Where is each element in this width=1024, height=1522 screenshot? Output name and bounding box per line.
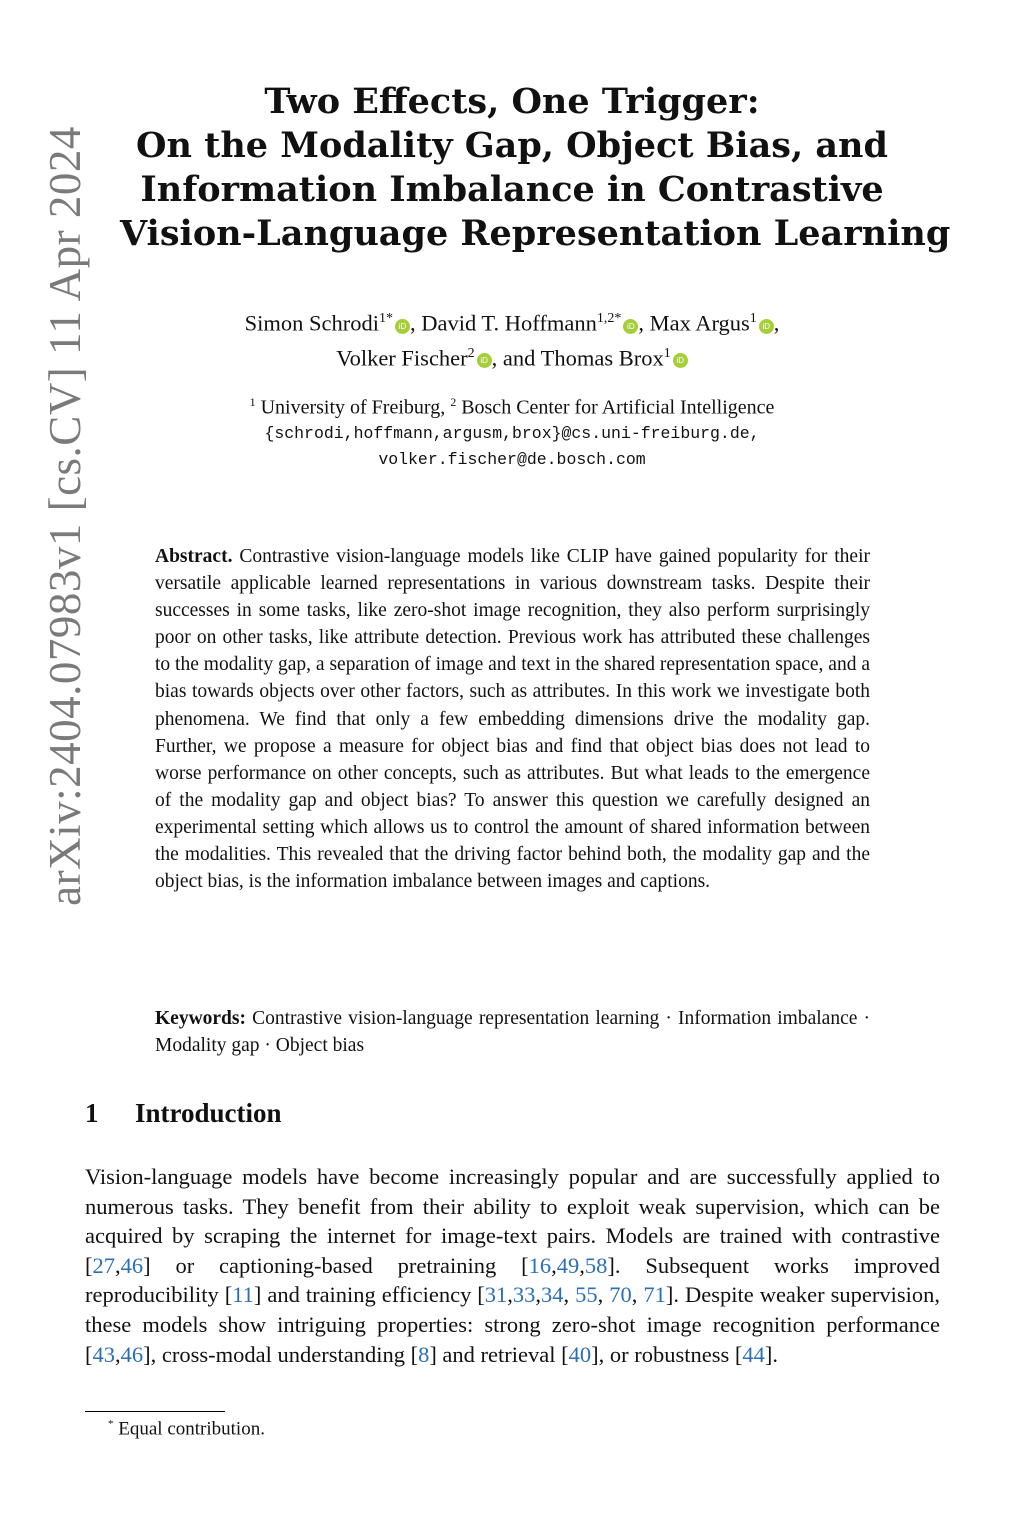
intro-text: ], cross-modal understanding [: [143, 1341, 419, 1367]
citation-link[interactable]: 58: [584, 1252, 608, 1278]
citation-link[interactable]: 31: [484, 1282, 508, 1308]
title-line: Information Imbalance in Contrastive: [140, 169, 884, 210]
citation-link[interactable]: 16: [528, 1252, 552, 1278]
affil-mark: 1: [249, 395, 256, 409]
author-affil-mark: 2: [467, 345, 475, 361]
orcid-icon[interactable]: iD: [623, 319, 638, 334]
intro-text: ] and training efficiency [: [253, 1282, 485, 1308]
citation-link[interactable]: 46: [120, 1252, 144, 1278]
citation-link[interactable]: 8: [418, 1341, 430, 1367]
section-heading: [85, 1098, 282, 1129]
intro-text: ]. Despite weaker supervision, these models show intriguing properties: strong zero-shot image recognition performance [: [85, 1282, 940, 1367]
affil-mark: 2: [450, 395, 457, 409]
footnote-mark: *: [108, 1418, 114, 1430]
intro-text: ] or captioning-based pretraining [: [143, 1252, 529, 1278]
affil-org: Bosch Center for Artificial Intelligence: [461, 396, 775, 419]
author-name: Max Argus: [649, 310, 750, 336]
author-name: David T. Hoffmann: [421, 310, 597, 336]
citation-link[interactable]: 27: [92, 1252, 115, 1278]
author-name: Simon Schrodi: [244, 310, 379, 336]
abstract: [155, 543, 870, 895]
orcid-icon[interactable]: iD: [673, 353, 688, 368]
footnote: [108, 1418, 265, 1440]
author-affil-mark: 1: [663, 345, 671, 361]
title-line: Vision-Language Representation Learning: [120, 213, 951, 254]
keywords-text: Contrastive vision-language representation learning · Information imbalance · Modality gap · Object bias: [155, 1008, 870, 1056]
paper-title: [120, 80, 951, 256]
intro-text: ], or robustness [: [591, 1341, 743, 1367]
citation-link[interactable]: 70: [609, 1282, 632, 1308]
email-line[interactable]: volker.fischer@de.bosch.com: [378, 449, 646, 469]
affil-org: University of Freiburg,: [260, 396, 446, 419]
arxiv-id: arXiv:2404.07983v1 [cs.CV] 11 Apr 2024: [40, 126, 90, 906]
citation-link[interactable]: 46: [120, 1341, 144, 1367]
author-affil-mark: 1: [749, 311, 757, 326]
orcid-icon[interactable]: iD: [759, 319, 774, 334]
keywords-label: Keywords:: [155, 1008, 246, 1029]
orcid-icon[interactable]: iD: [395, 319, 410, 334]
author-conjunction: and: [502, 345, 536, 370]
citation-link[interactable]: 49: [556, 1252, 580, 1278]
intro-text: ].: [764, 1341, 778, 1367]
title-line: On the Modality Gap, Object Bias, and: [136, 125, 888, 166]
author-affil-mark: 1*: [378, 311, 393, 326]
author-name: Thomas Brox: [540, 345, 664, 370]
citation-link[interactable]: 71: [643, 1282, 666, 1308]
keywords: [155, 1005, 870, 1059]
section-title: Introduction: [135, 1098, 282, 1128]
intro-text: Vision-language models have become increasingly popular and are successfully applied to numerous tasks. They benefit from their ability to exploit weak supervision, which can be acquired by scraping the internet for image-text pairs. Models are trained with contrastive [: [85, 1164, 940, 1278]
intro-text: ]. Subsequent works improved reproducibility [: [85, 1252, 941, 1308]
orcid-icon[interactable]: iD: [477, 353, 492, 368]
arxiv-sidebar-stamp: [28, 0, 102, 980]
author-list: Simon Schrodi$^{1*}$ iD , David T. Hoffmann$^{1,2*}$ iD , Max Argus$^1$ iD , Volker Fischer$^2$ iD , and Thomas Brox$^1$ iD: [244, 310, 780, 370]
footnote-rule: [85, 1411, 225, 1412]
title-line: Two Effects, One Trigger:: [264, 81, 760, 122]
citation-link[interactable]: 55: [575, 1282, 598, 1308]
section-number: 1: [85, 1098, 99, 1128]
abstract-text: Contrastive vision-language models like CLIP have gained popularity for their versatile applicable learned representations in various downstream tasks. Despite their successes in some tasks, like zero-shot image recognition, they also perform surprisingly poor on other tasks, like attribute detection. Previous work has attributed these challenges to the modality gap, a separation of image and text in the shared representation space, and a bias towards objects over other factors, such as attributes. In this work we investigate both phenomena. We find that only a few embedding dimensions drive the modality gap. Further, we propose a measure for object bias and find that object bias does not lead to worse performance on other concepts, such as attributes. But what leads to the emergence of the modality gap and object bias? To answer this question we carefully designed an experimental setting which allows us to control the amount of shared information between the modalities. This revealed that the driving factor behind both, the modality gap and the object bias, is the information imbalance between images and captions.: [155, 546, 870, 893]
intro-paragraph: Vision-language models have become increasingly popular and are successfully applied to numerous tasks. They benefit from their ability to exploit weak supervision, which can be acquired by scraping the internet for image-text pairs. Models are trained with contrastive [27,46] or captioning-based pretraining [16,49,58]. Subsequent works improved reproducibility [11] and training efficiency [31,33,34, 55, 70, 71]. Despite weaker supervision, these models show intriguing properties: strong zero-shot image recognition performance [43,46], cross-modal understanding [8] and retrieval [40], or robustness [44].: [85, 1164, 941, 1367]
abstract-label: Abstract.: [155, 546, 233, 567]
citation-link[interactable]: 44: [742, 1341, 765, 1367]
footnote-text: Equal contribution.: [118, 1418, 265, 1440]
citation-link[interactable]: 40: [568, 1341, 592, 1367]
citation-link[interactable]: 33: [512, 1282, 536, 1308]
citation-link[interactable]: 11: [232, 1282, 254, 1308]
author-affil-mark: 1,2*: [596, 311, 622, 326]
intro-text: ] and retrieval [: [429, 1341, 569, 1367]
citation-link[interactable]: 43: [92, 1341, 115, 1367]
author-name: Volker Fischer: [336, 345, 468, 370]
affiliations: [120, 389, 904, 473]
citation-link[interactable]: 34: [541, 1282, 564, 1308]
email-line[interactable]: {schrodi,hoffmann,argusm,brox}@cs.uni-freiburg.de,: [264, 423, 760, 443]
